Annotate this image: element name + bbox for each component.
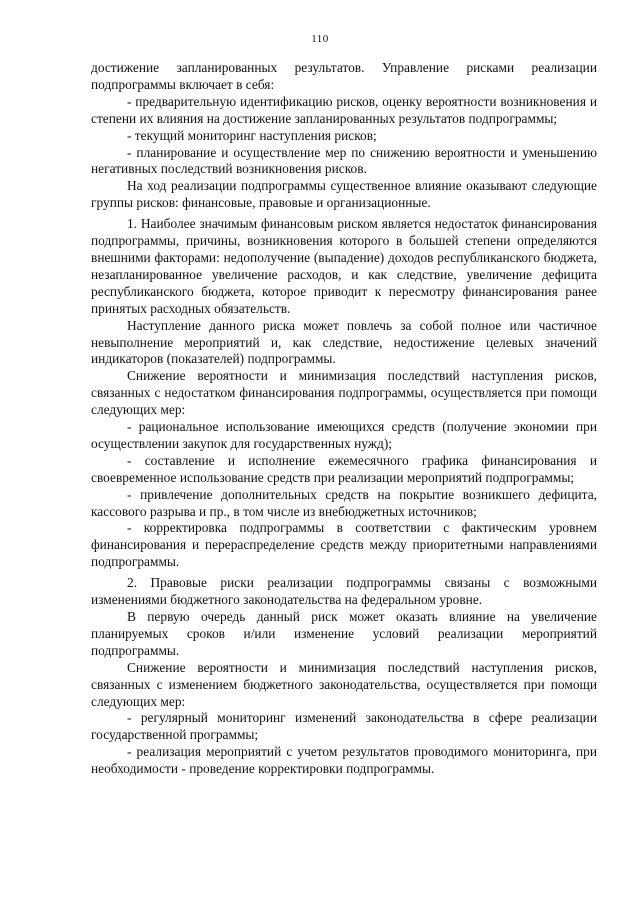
paragraph: - предварительную идентификацию рисков, оценку вероятности возникновения и степени их влияния на достижение запланированных результатов подпрограммы;	[91, 93, 597, 126]
paragraph: - реализация мероприятий с учетом результатов проводимого мониторинга, при необходимости - проведение корректировки подпрограммы.	[91, 744, 597, 777]
paragraph: - привлечение дополнительных средств на покрытие возникшего дефицита, кассового разрыва и пр., в том числе из внебюджетных источников;	[91, 486, 597, 519]
paragraph: - составление и исполнение ежемесячного графика финансирования и своевременное использование средств при реализации мероприятий подпрограммы;	[91, 452, 597, 485]
paragraph: Снижение вероятности и минимизация последствий наступления рисков, связанных с изменением бюджетного законодательства, осуществляется при помощи следующих мер:	[91, 659, 597, 709]
page-number: 110	[311, 33, 329, 45]
paragraph: На ход реализации подпрограммы существенное влияние оказывают следующие группы рисков: финансовые, правовые и организационные.	[91, 178, 597, 211]
paragraph: - текущий мониторинг наступления рисков;	[127, 127, 377, 143]
paragraph: 2. Правовые риски реализации подпрограммы связаны с возможными изменениями бюджетного законодательства на федеральном уровне.	[91, 575, 597, 608]
paragraph: - рациональное использование имеющихся средств (получение экономии при осуществлении закупок для государственных нужд);	[91, 419, 597, 451]
paragraph: Снижение вероятности и минимизация последствий наступления рисков, связанных с недостатком финансирования подпрограммы, осуществляется при помощи следующих мер:	[91, 368, 597, 418]
paragraph: В первую очередь данный риск может оказать влияние на увеличение планируемых сроков и/или изменение условий реализации мероприятий подпрограммы.	[91, 609, 597, 658]
paragraph: достижение запланированных результатов. Управление рисками реализации подпрограммы включает в себя:	[91, 60, 597, 92]
document-body	[91, 60, 597, 778]
paragraph: - планирование и осуществление мер по снижению вероятности и уменьшению негативных последствий возникновения рисков.	[91, 144, 597, 177]
paragraph: Наступление данного риска может повлечь за собой полное или частичное невыполнение мероприятий и, как следствие, недостижение целевых значений индикаторов (показателей) подпрограммы.	[91, 317, 597, 367]
paragraph: - корректировка подпрограммы в соответствии с фактическим уровнем финансирования и перераспределение средств между приоритетными направлениями подпрограммы.	[91, 520, 597, 570]
paragraph: - регулярный мониторинг изменений законодательства в сфере реализации государственной программы;	[91, 710, 597, 743]
paragraph: 1. Наиболее значимым финансовым риском является недостаток финансирования подпрограммы, причины, возникновения которого в большей степени определяются внешними факторами: недополучение (выпадение) доходов республиканского бюджета, незапланированное увеличение расходов, и как следствие, увеличение дефицита республиканского бюджета, которое приводит к пересмотру финансирования ранее принятых расходных обязательств.	[91, 216, 597, 316]
